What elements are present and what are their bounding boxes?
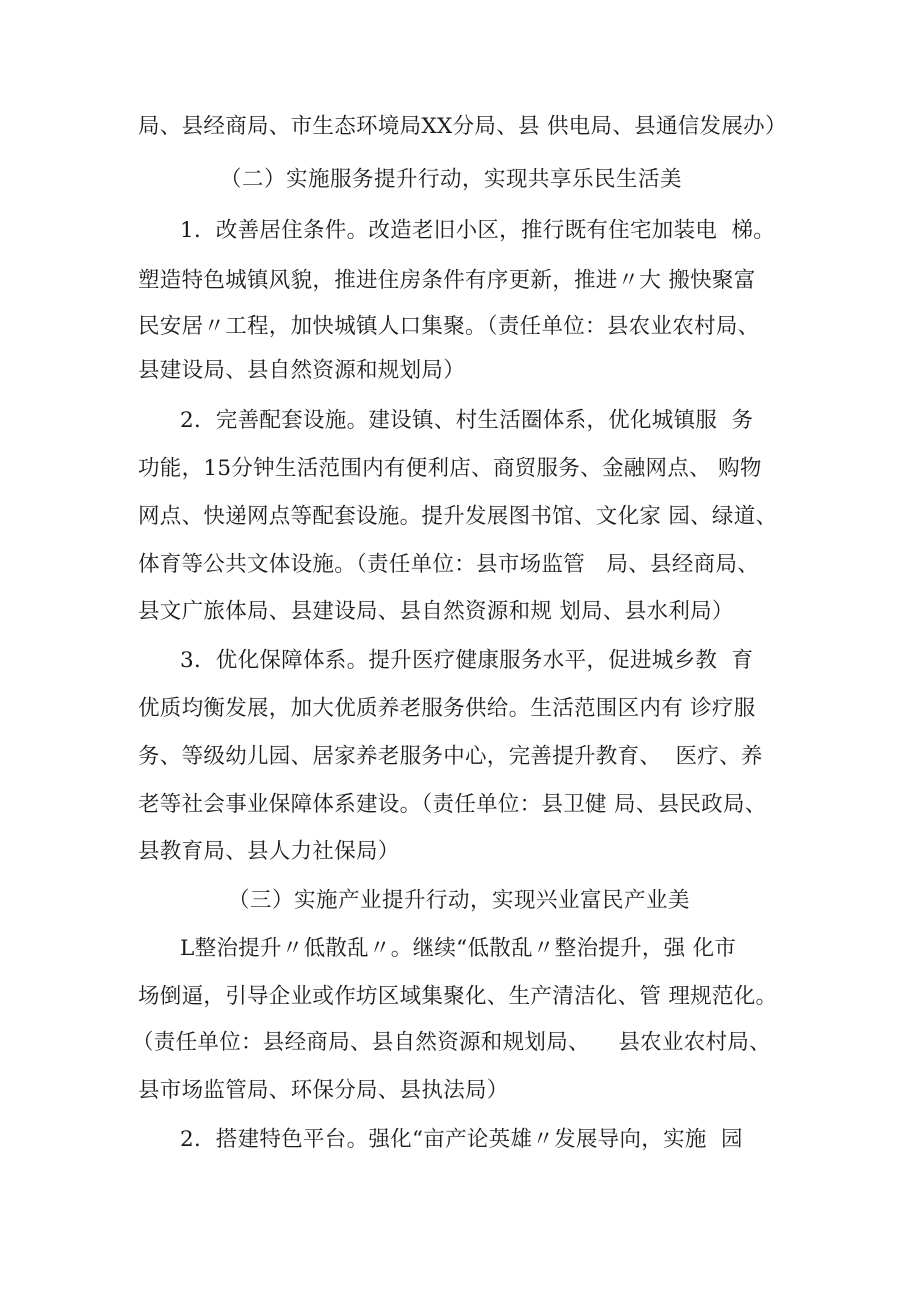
paragraph-line: 老等社会事业保障体系建设。（责任单位：县卫健 局、县民政局、 bbox=[138, 792, 767, 817]
paragraph-line: 局、县经商局、市生态环境局XX分局、县 供电局、县通信发展办） bbox=[138, 114, 787, 139]
paragraph-line: L整治提升〃低散乱〃。继续“低散乱〃整治提升，强 化市 bbox=[180, 936, 737, 961]
paragraph-line: 网点、快递网点等配套设施。提升发展图书馆、文化家 园、绿道、 bbox=[138, 504, 778, 529]
paragraph-line: 场倒逼，引导企业或作坊区域集聚化、生产清洁化、管 理规范化。 bbox=[138, 984, 778, 1009]
section-heading: （二）实施服务提升行动，实现共享乐民生活美 bbox=[220, 167, 683, 192]
paragraph-line: 优质均衡发展，加大优质养老服务供给。生活范围区内有 诊疗服 bbox=[138, 696, 756, 721]
paragraph-line: 县文广旅体局、县建设局、县自然资源和规 划局、县水利局） bbox=[138, 599, 734, 624]
paragraph-line: 民安居〃工程，加快城镇人口集聚。（责任单位：县农业农村局、 bbox=[138, 314, 760, 339]
paragraph-line: 体育等公共文体设施。（责任单位：县市场监管 局、县经商局、 bbox=[138, 552, 760, 577]
paragraph-line: 2．搭建特色平台。强化“亩产论英雄〃发展导向，实施 园 bbox=[180, 1127, 743, 1152]
paragraph-line: （责任单位：县经商局、县自然资源和规划局、 县农业农村局、 bbox=[132, 1030, 771, 1055]
paragraph-line: 县建设局、县自然资源和规划局） bbox=[138, 358, 466, 383]
paragraph-line: 务、等级幼儿园、居家养老服务中心，完善提升教育、 医疗、养 bbox=[138, 744, 763, 769]
paragraph-line: 3．优化保障体系。提升医疗健康服务水平，促进城乡教 育 bbox=[180, 648, 754, 673]
paragraph-line: 县市场监管局、环保分局、县执法局） bbox=[138, 1078, 509, 1103]
paragraph-line: 1．改善居住条件。改造老旧小区，推行既有住宅加装电 梯。 bbox=[180, 218, 776, 243]
paragraph-line: 塑造特色城镇风貌，推进住房条件有序更新，推进〃大 搬快聚富 bbox=[138, 268, 756, 293]
paragraph-line: 2．完善配套设施。建设镇、村生活圈体系，优化城镇服 务 bbox=[180, 408, 754, 433]
section-heading: （三）实施产业提升行动，实现兴业富民产业美 bbox=[228, 888, 691, 913]
paragraph-line: 县教育局、县人力社保局） bbox=[138, 839, 400, 864]
paragraph-line: 功能，15分钟生活范围内有便利店、商贸服务、金融网点、 购物 bbox=[138, 456, 762, 481]
